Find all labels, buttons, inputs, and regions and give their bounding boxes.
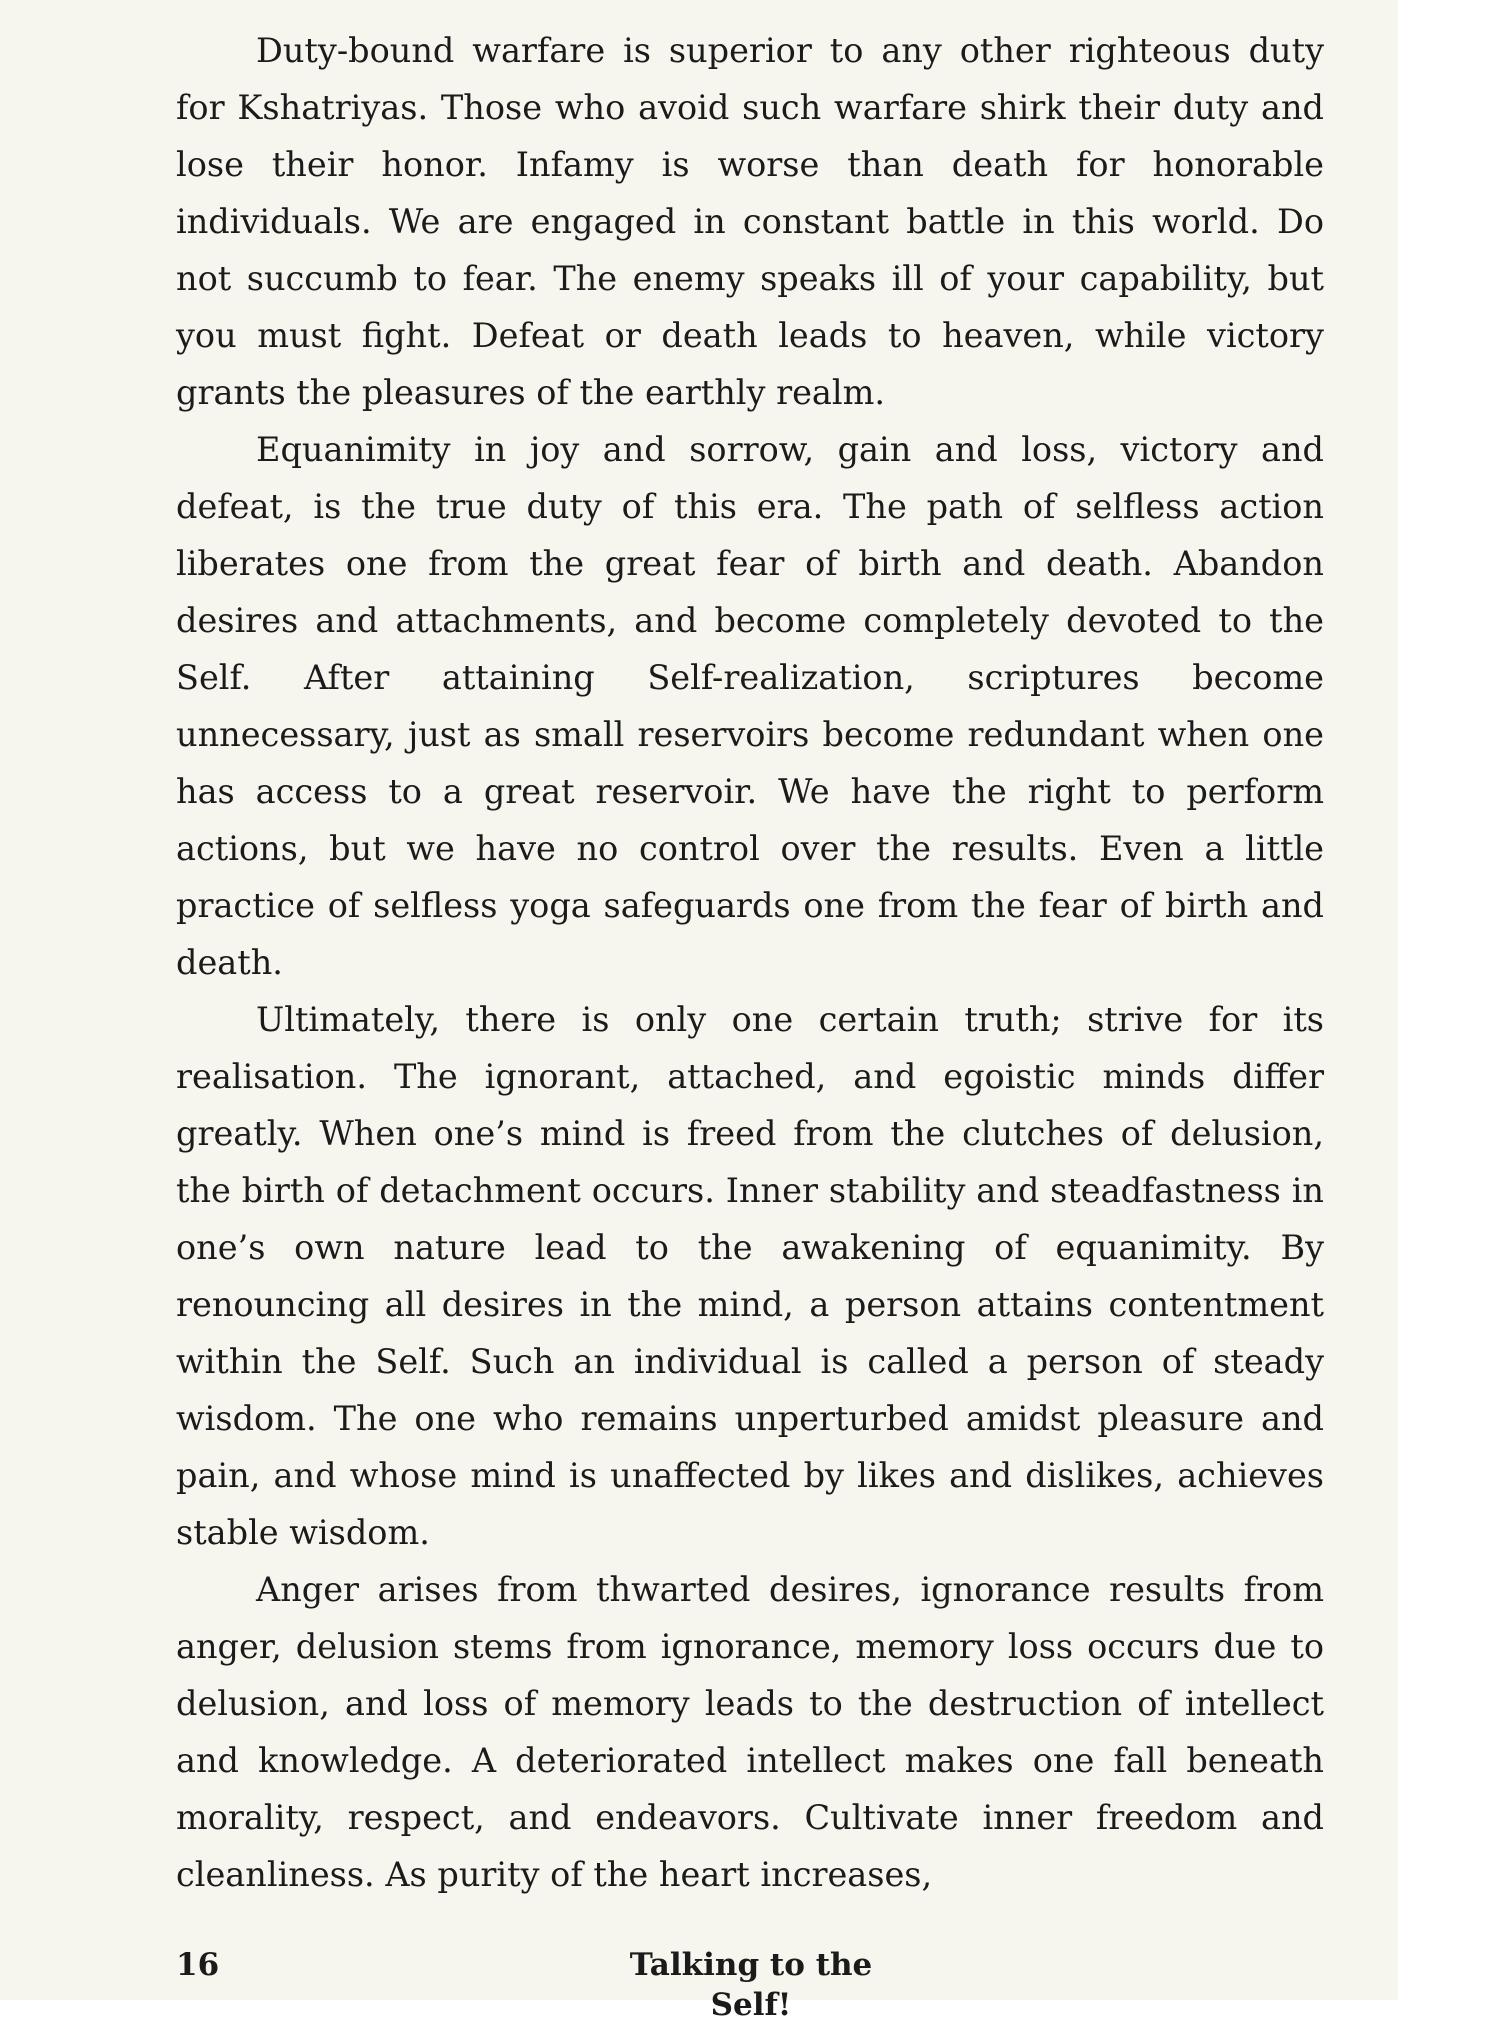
paragraph-equanimity: Equanimity in joy and sorrow, gain and loss, victory and defeat, is the true duty of this era. The path of selfless action liberates one from the great fear of birth and death. Abandon desires and attachments, and become completely devoted to the Self. After attaining Self-realization, scriptures become unnecessary, just as small reservoirs become redundant when one has access to a great reservoir. We have the right to perform actions, but we have no control over the results. Even a little practice of selfless yoga safeguards one from the fear of birth and death. (176, 430, 1324, 982)
paragraph-anger-arises: Anger arises from thwarted desires, ignorance results from anger, delusion stems from ignorance, memory loss occurs due to delusion, and loss of memory leads to the destruction of intellect and knowledge. A deteriorated intellect makes one fall beneath morality, respect, and endeavors. Cultivate inner freedom and cleanliness. As purity of the heart increases, (176, 1570, 1324, 1894)
paragraph-duty-bound-warfare: Duty-bound warfare is superior to any other righteous duty for Kshatriyas. Those who avoid such warfare shirk their duty and lose their honor. Infamy is worse than death for honorable individuals. We are engaged in constant battle in this world. Do not succumb to fear. The enemy speaks ill of your capability, but you must fight. Defeat or death leads to heaven, while victory grants the pleasures of the earthly realm. (176, 31, 1324, 412)
running-footer-title: Talking to the Self! (629, 1947, 873, 2023)
paragraph-one-certain-truth: Ultimately, there is only one certain truth; strive for its realisation. The ignorant, attached, and egoistic minds differ greatly. When one’s mind is freed from the clutches of delusion, the birth of detachment occurs. Inner stability and steadfastness in one’s own nature lead to the awakening of equanimity. By renouncing all desires in the mind, a person attains contentment within the Self. Such an individual is called a person of steady wisdom. The one who remains unperturbed amidst pleasure and pain, and whose mind is unaffected by likes and dislikes, achieves stable wisdom. (176, 1000, 1324, 1552)
body-text (176, 22, 1324, 1903)
page-number: 16 (176, 1947, 220, 1983)
scan-margin (1398, 0, 1500, 2000)
